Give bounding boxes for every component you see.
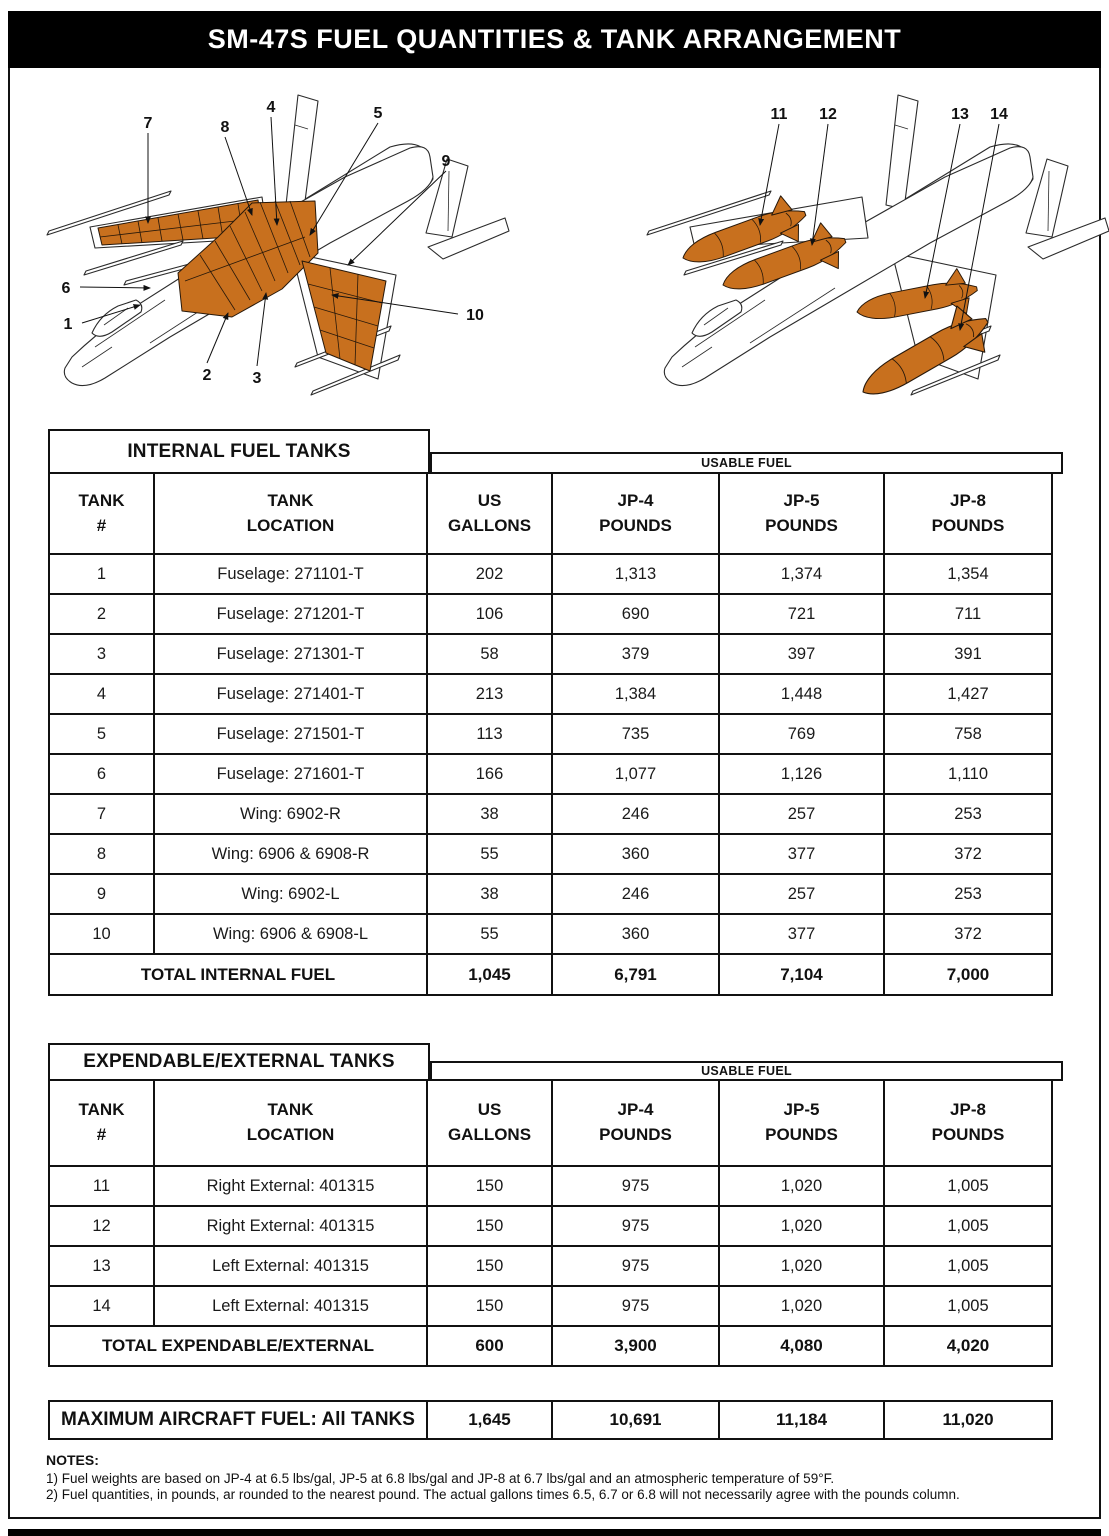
cell-tank: 9 xyxy=(50,875,155,915)
cell-tank: 2 xyxy=(50,595,155,635)
internal-total-jp8: 7,000 xyxy=(885,955,1053,996)
cell-jp4: 975 xyxy=(553,1287,720,1327)
maximum-jp4: 10,691 xyxy=(553,1402,720,1440)
external-usable-fuel-header: USABLE FUEL xyxy=(430,1061,1063,1081)
cell-gallons: 38 xyxy=(428,795,553,835)
cell-location: Fuselage: 271101-T xyxy=(155,555,428,595)
external-total-jp4: 3,900 xyxy=(553,1327,720,1367)
left-aircraft-diagram xyxy=(0,85,509,395)
cell-jp5: 1,448 xyxy=(720,675,885,715)
internal-total-jp5: 7,104 xyxy=(720,955,885,996)
cell-gallons: 38 xyxy=(428,875,553,915)
col-header-gallons: US GALLONS xyxy=(428,474,553,555)
cell-jp4: 975 xyxy=(553,1247,720,1287)
cell-location: Fuselage: 271201-T xyxy=(155,595,428,635)
cell-jp4: 246 xyxy=(553,795,720,835)
external-table-grid xyxy=(48,1079,1053,1367)
cell-tank: 8 xyxy=(50,835,155,875)
cell-location: Wing: 6902-R xyxy=(155,795,428,835)
external-total-label: TOTAL EXPENDABLE/EXTERNAL xyxy=(50,1327,428,1367)
maximum-fuel-grid xyxy=(48,1400,1053,1440)
cell-gallons: 58 xyxy=(428,635,553,675)
cell-jp8: 372 xyxy=(885,915,1053,955)
cell-gallons: 150 xyxy=(428,1287,553,1327)
cell-location: Left External: 401315 xyxy=(155,1247,428,1287)
cell-location: Fuselage: 271501-T xyxy=(155,715,428,755)
cell-tank: 10 xyxy=(50,915,155,955)
cell-jp8: 758 xyxy=(885,715,1053,755)
cell-location: Wing: 6906 & 6908-L xyxy=(155,915,428,955)
external-total-jp5: 4,080 xyxy=(720,1327,885,1367)
maximum-jp5: 11,184 xyxy=(720,1402,885,1440)
cell-gallons: 202 xyxy=(428,555,553,595)
cell-jp5: 1,020 xyxy=(720,1287,885,1327)
cell-tank: 13 xyxy=(50,1247,155,1287)
cell-location: Fuselage: 271601-T xyxy=(155,755,428,795)
cell-jp4: 975 xyxy=(553,1207,720,1247)
cell-tank: 11 xyxy=(50,1167,155,1207)
cell-location: Right External: 401315 xyxy=(155,1207,428,1247)
cell-jp5: 377 xyxy=(720,835,885,875)
internal-total-label: TOTAL INTERNAL FUEL xyxy=(50,955,428,996)
cell-jp5: 257 xyxy=(720,795,885,835)
col-header-location: TANK LOCATION xyxy=(155,474,428,555)
internal-total-gallons: 1,045 xyxy=(428,955,553,996)
cell-jp5: 1,126 xyxy=(720,755,885,795)
cell-jp8: 253 xyxy=(885,875,1053,915)
col-header-jp4: JP-4 POUNDS xyxy=(553,474,720,555)
cell-jp8: 1,110 xyxy=(885,755,1053,795)
cell-gallons: 106 xyxy=(428,595,553,635)
cell-jp4: 975 xyxy=(553,1167,720,1207)
cell-location: Wing: 6906 & 6908-R xyxy=(155,835,428,875)
callout-6: 6 xyxy=(61,280,71,297)
cell-location: Right External: 401315 xyxy=(155,1167,428,1207)
cell-tank: 12 xyxy=(50,1207,155,1247)
right-aircraft-diagram xyxy=(600,85,1109,415)
callout-7: 7 xyxy=(143,115,153,132)
cell-jp8: 253 xyxy=(885,795,1053,835)
col-header-location: TANK LOCATION xyxy=(155,1081,428,1167)
cell-gallons: 150 xyxy=(428,1207,553,1247)
cell-jp4: 360 xyxy=(553,915,720,955)
col-header-jp5: JP-5 POUNDS xyxy=(720,474,885,555)
page-title: SM-47S FUEL QUANTITIES & TANK ARRANGEMENT xyxy=(207,24,902,54)
cell-tank: 5 xyxy=(50,715,155,755)
callout-5: 5 xyxy=(373,105,383,122)
internal-table-title: INTERNAL FUEL TANKS xyxy=(48,429,430,474)
cell-gallons: 113 xyxy=(428,715,553,755)
cell-gallons: 213 xyxy=(428,675,553,715)
cell-gallons: 150 xyxy=(428,1167,553,1207)
external-total-jp8: 4,020 xyxy=(885,1327,1053,1367)
cell-jp8: 711 xyxy=(885,595,1053,635)
cell-jp5: 1,020 xyxy=(720,1167,885,1207)
external-total-gallons: 600 xyxy=(428,1327,553,1367)
maximum-fuel-label: MAXIMUM AIRCRAFT FUEL: All TANKS xyxy=(50,1402,428,1440)
cell-jp5: 721 xyxy=(720,595,885,635)
cell-jp8: 372 xyxy=(885,835,1053,875)
cell-jp4: 1,384 xyxy=(553,675,720,715)
internal-table-grid xyxy=(48,472,1053,996)
col-header-jp8: JP-8 POUNDS xyxy=(885,474,1053,555)
cell-jp5: 769 xyxy=(720,715,885,755)
note-1: 1) Fuel weights are based on JP-4 at 6.5 lbs/gal, JP-5 at 6.8 lbs/gal and JP-8 at 6.7 lbs/gal and an atmospheric temperature of 59°F. xyxy=(46,1471,835,1486)
callout-9: 9 xyxy=(441,153,451,170)
cell-jp5: 257 xyxy=(720,875,885,915)
cell-gallons: 150 xyxy=(428,1247,553,1287)
cell-jp5: 1,374 xyxy=(720,555,885,595)
callout-2: 2 xyxy=(202,367,212,384)
note-2: 2) Fuel quantities, in pounds, ar rounded to the nearest pound. The actual gallons times 6.5, 6.7 or 6.8 will not necessarily agree with the pounds column. xyxy=(46,1486,960,1502)
cell-jp4: 690 xyxy=(553,595,720,635)
maximum-gallons: 1,645 xyxy=(428,1402,553,1440)
cell-tank: 14 xyxy=(50,1287,155,1327)
page-title-bar xyxy=(8,11,1101,68)
notes-section xyxy=(46,1452,1066,1502)
cell-location: Fuselage: 271401-T xyxy=(155,675,428,715)
callout-4: 4 xyxy=(266,99,276,116)
callout-1: 1 xyxy=(63,316,73,333)
cell-tank: 1 xyxy=(50,555,155,595)
cell-tank: 6 xyxy=(50,755,155,795)
callout-8: 8 xyxy=(220,119,230,136)
col-header-jp4: JP-4 POUNDS xyxy=(553,1081,720,1167)
callout-3: 3 xyxy=(252,370,262,387)
cell-location: Left External: 401315 xyxy=(155,1287,428,1327)
col-header-jp8: JP-8 POUNDS xyxy=(885,1081,1053,1167)
maximum-jp8: 11,020 xyxy=(885,1402,1053,1440)
cell-location: Fuselage: 271301-T xyxy=(155,635,428,675)
cell-jp4: 379 xyxy=(553,635,720,675)
col-header-jp5: JP-5 POUNDS xyxy=(720,1081,885,1167)
cell-tank: 4 xyxy=(50,675,155,715)
fuel-tank-arrangement-diagram xyxy=(0,85,1109,425)
cell-jp5: 1,020 xyxy=(720,1207,885,1247)
cell-jp4: 1,313 xyxy=(553,555,720,595)
right-callout-numbers xyxy=(771,106,1008,123)
cell-location: Wing: 6902-L xyxy=(155,875,428,915)
cell-jp4: 360 xyxy=(553,835,720,875)
notes-heading: NOTES: xyxy=(46,1452,99,1468)
callout-14: 14 xyxy=(990,106,1008,123)
cell-jp8: 1,427 xyxy=(885,675,1053,715)
cell-jp5: 1,020 xyxy=(720,1247,885,1287)
cell-jp8: 1,005 xyxy=(885,1207,1053,1247)
col-header-tank: TANK # xyxy=(50,1081,155,1167)
cell-gallons: 55 xyxy=(428,915,553,955)
cell-jp4: 246 xyxy=(553,875,720,915)
cell-tank: 7 xyxy=(50,795,155,835)
internal-total-jp4: 6,791 xyxy=(553,955,720,996)
cell-jp4: 1,077 xyxy=(553,755,720,795)
callout-11: 11 xyxy=(770,106,788,123)
external-table-title: EXPENDABLE/EXTERNAL TANKS xyxy=(48,1043,430,1081)
cell-jp4: 735 xyxy=(553,715,720,755)
col-header-tank: TANK # xyxy=(50,474,155,555)
cell-jp8: 1,005 xyxy=(885,1287,1053,1327)
callout-13: 13 xyxy=(951,106,969,123)
callout-12: 12 xyxy=(819,106,837,123)
callout-10: 10 xyxy=(466,307,484,324)
next-page-title-bar-edge xyxy=(8,1529,1101,1536)
cell-jp5: 397 xyxy=(720,635,885,675)
cell-jp8: 391 xyxy=(885,635,1053,675)
col-header-gallons: US GALLONS xyxy=(428,1081,553,1167)
cell-tank: 3 xyxy=(50,635,155,675)
cell-gallons: 55 xyxy=(428,835,553,875)
cell-jp5: 377 xyxy=(720,915,885,955)
cell-jp8: 1,005 xyxy=(885,1247,1053,1287)
cell-gallons: 166 xyxy=(428,755,553,795)
cell-jp8: 1,354 xyxy=(885,555,1053,595)
internal-usable-fuel-header: USABLE FUEL xyxy=(430,452,1063,474)
cell-jp8: 1,005 xyxy=(885,1167,1053,1207)
